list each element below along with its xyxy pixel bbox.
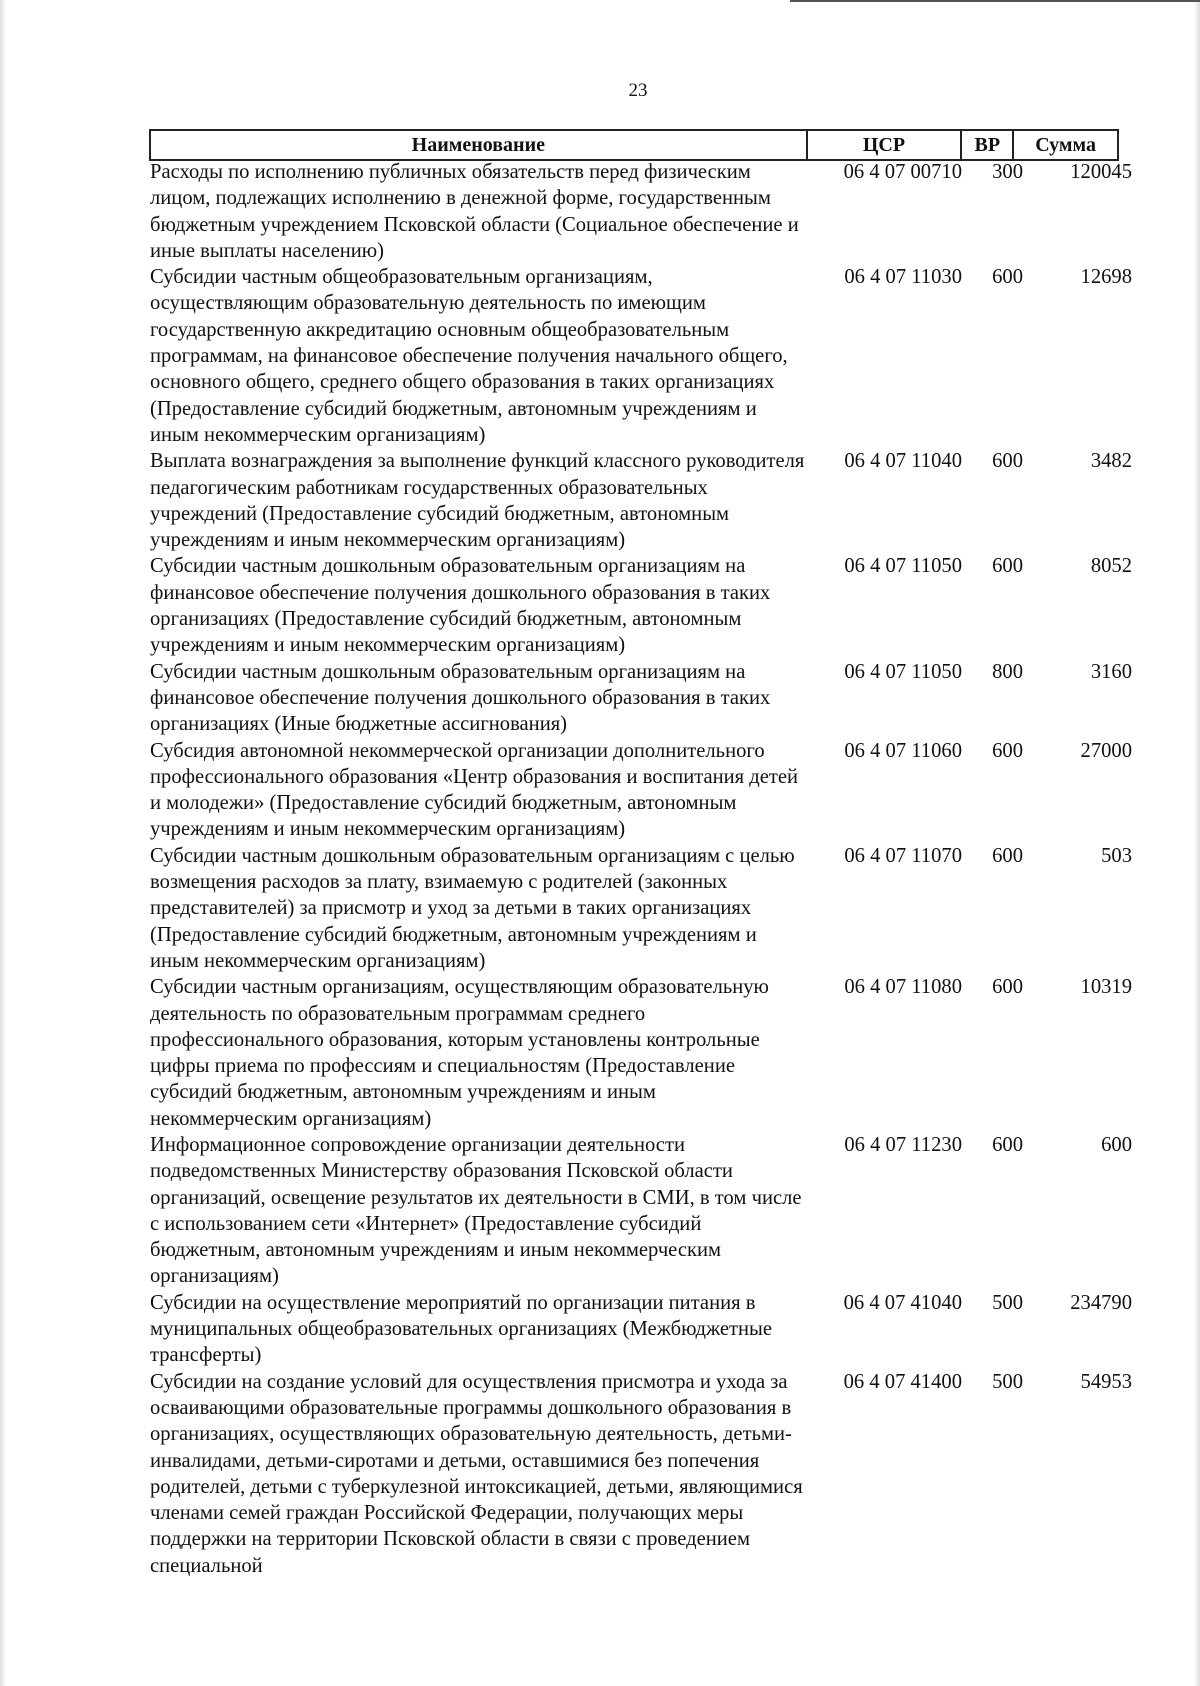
row-vr: 800 bbox=[992, 660, 1023, 683]
row-vr: 600 bbox=[992, 1133, 1023, 1156]
row-sum: 3160 bbox=[1090, 660, 1132, 683]
table-body bbox=[149, 159, 1149, 1579]
row-name: Выплата вознаграждения за выполнение функций классного руководителя педагогическим работникам государственных образовательных учреждений (Предоставление субсидий бюджетным, автономным учреждениям и иным некоммерческим организациям) bbox=[150, 450, 805, 552]
table-row bbox=[149, 553, 1149, 658]
row-sum: 27000 bbox=[1080, 739, 1132, 762]
row-vr: 600 bbox=[992, 739, 1023, 762]
row-name: Субсидии частным дошкольным образовательным организациям с целью возмещения расходов за плату, взимаемую с родителей (законных представителей) за присмотр и уход за детьми в таких организациях (Предоставление субсидий бюджетным, автономным учреждениям и иным некоммерческим организациям) bbox=[150, 844, 795, 972]
row-sum: 600 bbox=[1101, 1133, 1132, 1156]
row-sum: 503 bbox=[1101, 844, 1132, 867]
row-sum: 54953 bbox=[1080, 1370, 1132, 1393]
row-name: Субсидия автономной некоммерческой организации дополнительного профессионального образования «Центр образования и воспитания детей и молодежи» (Предоставление субсидий бюджетным, автономным учреждениям и иным некоммерческим организациям) bbox=[150, 739, 799, 841]
scan-left-edge bbox=[0, 0, 6, 1686]
row-name: Субсидии частным дошкольным образовательным организациям на финансовое обеспечение получения дошкольного образования в таких организациях (Предоставление субсидий бюджетным, автономным учреждениям и иным некоммерческим организациям) bbox=[150, 555, 771, 657]
row-name: Субсидии на создание условий для осуществления присмотра и ухода за осваивающими образовательные программы дошкольного образования в организациях, осуществляющих образовательную деятельность, детьми-инвалидами, детьми-сиротами и детьми, оставшимися без попечения родителей, детьми с туберкулезной интоксикацией, детьми, являющимися членами семей граждан Российской Федерации, получающих меры поддержки на территории Псковской области в связи с проведением специальной bbox=[150, 1370, 803, 1577]
header-sum: Сумма bbox=[1035, 133, 1096, 156]
row-sum: 120045 bbox=[1070, 161, 1132, 183]
row-vr: 600 bbox=[992, 555, 1023, 578]
row-vr: 500 bbox=[992, 1370, 1023, 1393]
row-name: Расходы по исполнению публичных обязательств перед физическим лицом, подлежащих исполнению в денежной форме, государственным бюджетным учреждением Псковской области (Социальное обеспечение и иные выплаты населению) bbox=[150, 161, 799, 262]
row-csr: 06 4 07 41040 bbox=[843, 1291, 962, 1314]
row-vr: 300 bbox=[992, 161, 1023, 183]
row-csr: 06 4 07 11030 bbox=[844, 266, 962, 289]
header-name: Наименование bbox=[151, 131, 808, 159]
table-row bbox=[149, 1290, 1149, 1369]
row-vr: 600 bbox=[992, 844, 1023, 867]
row-sum: 12698 bbox=[1080, 266, 1132, 289]
table-row bbox=[149, 1369, 1149, 1579]
row-csr: 06 4 07 11050 bbox=[844, 660, 962, 683]
row-csr: 06 4 07 11040 bbox=[844, 450, 962, 473]
row-csr: 06 4 07 41400 bbox=[843, 1370, 962, 1393]
header-vr: ВР bbox=[962, 131, 1014, 159]
scan-right-edge bbox=[1194, 0, 1200, 1686]
row-name: Субсидии на осуществление мероприятий по организации питания в муниципальных общеобразовательных организациях (Межбюджетные трансферты) bbox=[150, 1291, 773, 1367]
table-row bbox=[149, 659, 1149, 738]
row-csr: 06 4 07 00710 bbox=[843, 161, 962, 183]
row-csr: 06 4 07 11080 bbox=[844, 976, 962, 999]
table-row bbox=[149, 843, 1149, 974]
row-vr: 600 bbox=[992, 450, 1023, 473]
table-row bbox=[149, 1132, 1149, 1290]
row-csr: 06 4 07 11050 bbox=[844, 555, 962, 578]
table-header bbox=[149, 129, 1119, 161]
row-name: Субсидии частным организациям, осуществляющим образовательную деятельность по образовательным программам среднего профессионального образования, которым установлены контрольные цифры приема по профессиям и специальностям (Предоставление субсидий бюджетным, автономным учреждениям и иным некоммерческим организациям) bbox=[150, 976, 769, 1130]
table-row bbox=[149, 159, 1149, 264]
row-vr: 500 bbox=[992, 1291, 1023, 1314]
row-sum: 8052 bbox=[1090, 555, 1132, 578]
row-name: Субсидии частным общеобразовательным организациям, осуществляющим образовательную деятельность по имеющим государственную аккредитацию основным общеобразовательным программам, на финансовое обеспечение получения начального общего, основного общего, среднего общего образования в таких организациях (Предоставление субсидий бюджетным, автономным учреждениям и иным некоммерческим организациям) bbox=[150, 266, 788, 446]
scan-top-rule bbox=[790, 0, 1200, 2]
row-csr: 06 4 07 11230 bbox=[844, 1133, 962, 1156]
row-vr: 600 bbox=[992, 976, 1023, 999]
header-csr: ЦСР bbox=[808, 131, 963, 159]
table-row bbox=[149, 264, 1149, 448]
table-row bbox=[149, 448, 1149, 553]
row-name: Информационное сопровождение организации деятельности подведомственных Министерству образования Псковской области организаций, освещение результатов их деятельности в СМИ, в том числе с использованием сети «Интернет» (Предоставление субсидий бюджетным, автономным учреждениям и иным некоммерческим организациям) bbox=[150, 1133, 802, 1288]
row-sum: 10319 bbox=[1080, 976, 1132, 999]
budget-table bbox=[149, 129, 1132, 1577]
page-number: 23 bbox=[628, 80, 648, 101]
row-sum: 234790 bbox=[1070, 1291, 1132, 1314]
row-csr: 06 4 07 11060 bbox=[844, 739, 962, 762]
row-csr: 06 4 07 11070 bbox=[844, 844, 962, 867]
row-vr: 600 bbox=[992, 266, 1023, 289]
row-sum: 3482 bbox=[1090, 450, 1132, 473]
table-row bbox=[149, 974, 1149, 1132]
table-row bbox=[149, 738, 1149, 843]
row-name: Субсидии частным дошкольным образовательным организациям на финансовое обеспечение получения дошкольного образования в таких организациях (Иные бюджетные ассигнования) bbox=[150, 660, 771, 736]
